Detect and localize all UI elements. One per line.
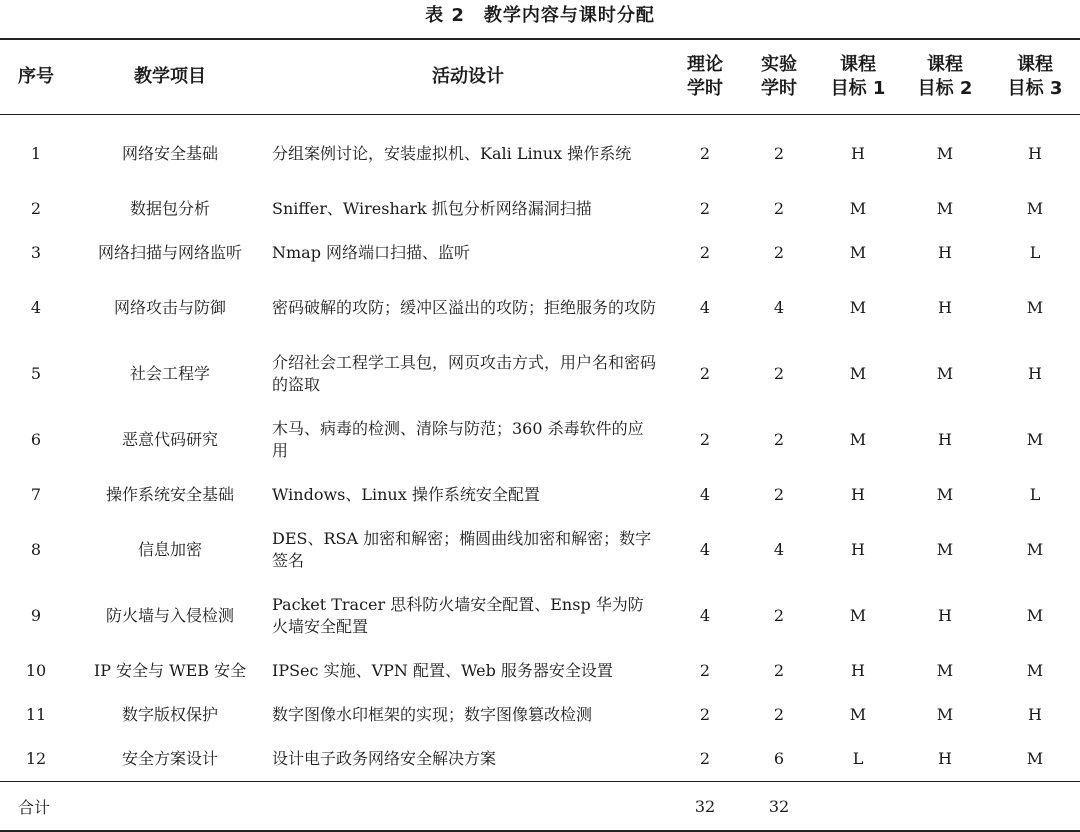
row-activity: 设计电子政务网络安全解决方案	[272, 749, 497, 768]
header-goal1-line1: 课程	[840, 54, 876, 75]
row-theory: 2	[699, 243, 711, 262]
header-goal2-line1: 课程	[927, 54, 963, 75]
table-row	[0, 231, 1080, 275]
table-row	[0, 187, 1080, 231]
row-theory: 2	[699, 144, 711, 163]
row-goal1: H	[851, 485, 865, 504]
header-theory-hours	[668, 39, 742, 115]
header-lab-line1: 实验	[761, 54, 797, 75]
row-goal3: M	[1026, 430, 1044, 449]
row-goal1: M	[849, 364, 867, 383]
header-lab-line2: 学时	[761, 78, 797, 99]
course-schedule-table	[0, 38, 1080, 832]
row-lab: 2	[773, 705, 785, 724]
row-theory: 2	[699, 430, 711, 449]
row-index: 7	[30, 485, 42, 504]
row-goal2: H	[938, 749, 952, 768]
row-goal2: M	[936, 485, 954, 504]
row-goal2: M	[936, 705, 954, 724]
row-index: 12	[25, 749, 47, 768]
table-row	[0, 407, 1080, 473]
row-goal1: M	[849, 243, 867, 262]
row-activity: 数字图像水印框架的实现；数字图像篡改检测	[272, 705, 593, 724]
header-theory-line2: 学时	[687, 78, 723, 99]
row-goal3: M	[1026, 606, 1044, 625]
row-index: 10	[25, 661, 47, 680]
row-index: 1	[30, 144, 42, 163]
table-container	[0, 38, 1080, 832]
row-theory: 2	[699, 705, 711, 724]
row-goal3: L	[1029, 485, 1041, 504]
row-goal3: H	[1028, 705, 1042, 724]
row-theory: 2	[699, 199, 711, 218]
row-lab: 2	[773, 243, 785, 262]
row-lab: 2	[773, 485, 785, 504]
row-lab: 4	[773, 298, 785, 317]
row-lab: 2	[773, 364, 785, 383]
row-theory: 4	[699, 540, 711, 559]
row-goal2: H	[938, 298, 952, 317]
row-index: 9	[30, 606, 42, 625]
row-activity: DES、RSA 加密和解密；椭圆曲线加密和解密；数字签名	[272, 529, 652, 570]
row-goal2: H	[938, 243, 952, 262]
row-activity: 分组案例讨论，安装虚拟机、Kali Linux 操作系统	[272, 144, 632, 163]
header-index: 序号	[18, 66, 54, 87]
row-index: 8	[30, 540, 42, 559]
row-goal3: M	[1026, 540, 1044, 559]
row-theory: 4	[699, 298, 711, 317]
header-theory-line1: 理论	[687, 54, 723, 75]
header-goal-3	[990, 39, 1080, 115]
row-goal2: M	[936, 144, 954, 163]
row-theory: 2	[699, 749, 711, 768]
row-item: 操作系统安全基础	[105, 485, 234, 504]
row-goal3: M	[1026, 199, 1044, 218]
row-goal1: M	[849, 606, 867, 625]
row-goal2: M	[936, 540, 954, 559]
row-activity: IPSec 实施、VPN 配置、Web 服务器安全设置	[272, 661, 613, 680]
row-goal1: H	[851, 540, 865, 559]
row-lab: 6	[773, 749, 785, 768]
row-index: 5	[30, 364, 42, 383]
row-goal1: M	[849, 298, 867, 317]
row-item: 网络扫描与网络监听	[97, 243, 242, 262]
row-index: 6	[30, 430, 42, 449]
row-theory: 2	[699, 661, 711, 680]
row-activity: 介绍社会工程学工具包，网页攻击方式，用户名和密码的盗取	[272, 353, 657, 394]
table-row	[0, 693, 1080, 737]
row-goal2: H	[938, 606, 952, 625]
row-activity: Packet Tracer 思科防火墙安全配置、Ensp 华为防火墙安全配置	[272, 595, 644, 636]
header-goal-1	[816, 39, 900, 115]
table-row	[0, 517, 1080, 583]
table-caption: 表 2 教学内容与课时分配	[425, 5, 655, 26]
row-activity: Sniffer、Wireshark 抓包分析网络漏洞扫描	[272, 199, 592, 218]
row-item: 数字版权保护	[121, 705, 218, 724]
total-label: 合计	[18, 797, 51, 817]
row-goal1: M	[849, 430, 867, 449]
row-item: 数据包分析	[129, 199, 210, 218]
row-goal3: L	[1029, 243, 1041, 262]
row-item: 恶意代码研究	[121, 430, 218, 449]
row-lab: 4	[773, 540, 785, 559]
row-activity: 木马、病毒的检测、清除与防范；360 杀毒软件的应用	[272, 419, 644, 460]
row-goal2: M	[936, 661, 954, 680]
row-activity: Nmap 网络端口扫描、监听	[272, 243, 471, 262]
row-item: IP 安全与 WEB 安全	[93, 661, 247, 680]
row-activity: 密码破解的攻防；缓冲区溢出的攻防；拒绝服务的攻防	[272, 298, 657, 317]
row-goal3: H	[1028, 144, 1042, 163]
header-goal3-line1: 课程	[1017, 54, 1053, 75]
table-row	[0, 115, 1080, 188]
row-goal1: M	[849, 705, 867, 724]
row-goal1: L	[852, 749, 864, 768]
row-goal1: M	[849, 199, 867, 218]
table-row	[0, 583, 1080, 649]
row-theory: 4	[699, 485, 711, 504]
header-item: 教学项目	[134, 66, 206, 87]
row-goal2: M	[936, 199, 954, 218]
row-item: 防火墙与入侵检测	[105, 606, 234, 625]
row-index: 11	[25, 705, 47, 724]
header-goal1-line2: 目标 1	[830, 78, 886, 99]
row-item: 信息加密	[137, 540, 202, 559]
row-lab: 2	[773, 199, 785, 218]
total-lab: 32	[768, 796, 790, 816]
header-goal2-line2: 目标 2	[917, 78, 973, 99]
row-item: 网络攻击与防御	[113, 298, 226, 317]
row-activity: Windows、Linux 操作系统安全配置	[272, 485, 540, 504]
table-header-row	[0, 39, 1080, 115]
table-row	[0, 737, 1080, 782]
row-goal1: H	[851, 661, 865, 680]
row-lab: 2	[773, 144, 785, 163]
header-activity: 活动设计	[432, 66, 504, 87]
row-index: 2	[30, 199, 42, 218]
row-goal3: M	[1026, 749, 1044, 768]
row-lab: 2	[773, 661, 785, 680]
table-row	[0, 275, 1080, 341]
total-theory: 32	[694, 796, 716, 816]
table-row	[0, 341, 1080, 407]
row-theory: 4	[699, 606, 711, 625]
row-index: 4	[30, 298, 42, 317]
row-item: 社会工程学	[129, 364, 210, 383]
row-goal3: M	[1026, 298, 1044, 317]
header-lab-hours	[742, 39, 816, 115]
row-goal2: H	[938, 430, 952, 449]
table-row	[0, 649, 1080, 693]
row-lab: 2	[773, 606, 785, 625]
row-goal3: H	[1028, 364, 1042, 383]
row-index: 3	[30, 243, 42, 262]
row-item: 安全方案设计	[121, 749, 218, 768]
row-lab: 2	[773, 430, 785, 449]
header-goal-2	[900, 39, 990, 115]
row-item: 网络安全基础	[121, 144, 218, 163]
row-goal1: H	[851, 144, 865, 163]
table-row	[0, 473, 1080, 517]
row-theory: 2	[699, 364, 711, 383]
row-goal2: M	[936, 364, 954, 383]
header-goal3-line2: 目标 3	[1007, 78, 1063, 99]
row-goal3: M	[1026, 661, 1044, 680]
